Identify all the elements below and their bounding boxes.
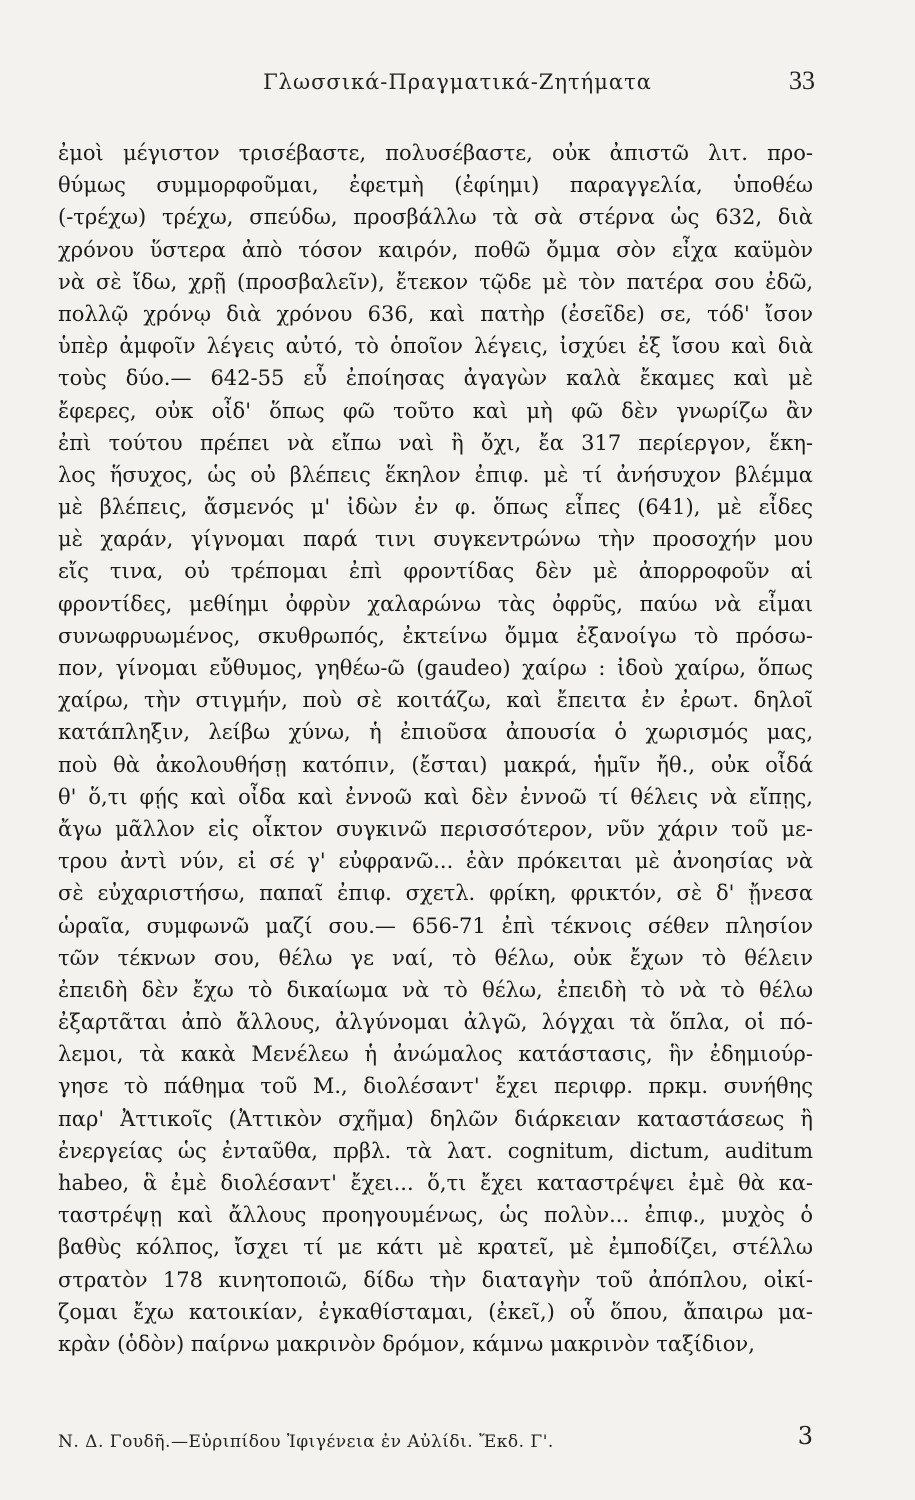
text-line: μὲ χαράν, γίγνομαι παρά τινι συγκεντρώνω τὴν προσοχήν μου [58,527,813,552]
text-line: λεμοι, τὰ κακὰ Μενέλεω ἡ ἀνώμαλος κατάστασις, ἣν ἐδημιούρ- [58,1042,813,1067]
text-line: ἐμοὶ μέγιστον τρισέβαστε, πολυσέβαστε, οὐκ ἀπιστῶ λιτ. προ- [58,141,813,165]
text-line: βαθὺς κόλπος, ἴσχει τί με κάτι μὲ κρατεῖ, μὲ ἐμποδίζει, στέλλω [58,1235,813,1260]
text-line: κρὰν (ὁδὸν) παίρνω μακρινὸν δρόμον, κάμνω μακρινὸν ταξίδιον, [58,1331,755,1356]
text-line: ἐπὶ τούτου πρέπει νὰ εἴπω ναὶ ἢ ὄχι, ἔα 317 περίεργον, ἕκη- [58,430,813,455]
text-line: habeo, ἃ ἐμὲ διολέσαντ' ἔχει... ὅ,τι ἔχει καταστρέψει ἐμὲ θὰ κα- [58,1171,813,1195]
running-header [0,62,915,102]
text-line: ἐνεργείας ὡς ἐνταῦθα, πρβλ. τὰ λατ. cognitum, dictum, auditum [58,1138,813,1163]
text-line: χρόνου ὕστερα ἀπὸ τόσον καιρόν, ποθῶ ὄμμα σὸν εἶχα καϋμὸν [58,237,813,262]
text-line: εἴς τινα, οὐ τρέπομαι ἐπὶ φροντίδας δὲν μὲ ἀπορροφοῦν αἱ [58,559,813,584]
page-number: 33 [789,66,815,95]
commentary-text [58,137,813,1360]
running-title: Γλωσσικά-Πραγματικά-Ζητήματα [263,70,652,94]
text-line: πολλῷ χρόνῳ διὰ χρόνου 636, καὶ πατὴρ (ἐσεῖδε) σε, τόδ' ἴσον [58,301,813,326]
text-line: ἔφερες, οὐκ οἶδ' ὅπως φῶ τοῦτο καὶ μὴ φῶ δὲν γνωρίζω ἂν [58,398,813,423]
text-line: σὲ εὐχαριστήσω, παπαῖ ἐπιφ. σχετλ. φρίκη, φρικτόν, σὲ δ' ᾔνεσα [58,881,813,906]
text-line: πον, γίνομαι εὔθυμος, γηθέω-ῶ (gaudeo) χαίρω : ἰδοὺ χαίρω, ὅπως [58,656,813,680]
text-line: ταστρέψῃ καὶ ἄλλους προηγουμένως, ὡς πολὺν... ἐπιφ., μυχὸς ὁ [58,1203,813,1228]
text-line: ζομαι ἔχω κατοικίαν, ἐγκαθίσταμαι, (ἐκεῖ,) οὗ ὅπου, ἄπαιρω μα- [58,1299,813,1324]
text-line: ἐξαρτᾶται ἀπὸ ἄλλους, ἀλγύνομαι ἀλγῶ, λόγχαι τὰ ὅπλα, οἱ πό- [58,1010,813,1035]
text-line: ἄγω μᾶλλον εἰς οἶκτον συγκινῶ περισσότερον, νῦν χάριν τοῦ με- [58,816,813,841]
text-line: τοὺς δύο.— 642-55 εὖ ἐποίησας ἀγαγὼν καλὰ ἔκαμες καὶ μὲ [58,366,813,391]
text-line: συνωφρυωμένος, σκυθρωπός, ἐκτείνω ὄμμα ἐξανοίγω τὸ πρόσω- [58,623,813,648]
footer-imprint: Ν. Δ. Γουδῆ.—Εὐριπίδου Ἰφιγένεια ἐν Αὐλίδι. Ἔκδ. Γ'. [58,1432,554,1452]
signature-mark: 3 [797,1422,813,1450]
text-line: νὰ σὲ ἴδω, χρῇ (προσβαλεῖν), ἔτεκον τῷδε μὲ τὸν πατέρα σου ἐδῶ, [58,269,813,294]
text-line: μὲ βλέπεις, ἄσμενός μ' ἰδὼν ἐν φ. ὅπως εἶπες (641), μὲ εἶδες [58,495,813,520]
text-line: θ' ὅ,τι φῄς καὶ οἶδα καὶ ἐννοῶ καὶ δὲν ἐννοῶ τί θέλεις νὰ εἴπῃς, [58,784,813,809]
page-footer [58,1422,813,1462]
text-line: τῶν τέκνων σου, θέλω γε ναί, τὸ θέλω, οὐκ ἔχων τὸ θέλειν [58,945,813,970]
text-line: φροντίδες, μεθίημι ὀφρὺν χαλαρώνω τὰς ὀφρῦς, παύω νὰ εἶμαι [58,591,813,616]
text-line: θύμως συμμορφοῦμαι, ἐφετμὴ (ἐφίημι) παραγγελία, ὑποθέω [58,173,813,198]
text-line: ἐπειδὴ δὲν ἔχω τὸ δικαίωμα νὰ τὸ θέλω, ἐπειδὴ τὸ νὰ τὸ θέλω [58,977,813,1002]
text-line: κατάπληξιν, λείβω χύνω, ἡ ἐπιοῦσα ἀπουσία ὁ χωρισμός μας, [58,720,813,745]
text-line: ὡραῖα, συμφωνῶ μαζί σου.— 656-71 ἐπὶ τέκνοις σέθεν πλησίον [58,913,813,938]
text-line: λος ἥσυχος, ὡς οὐ βλέπεις ἕκηλον ἐπιφ. μὲ τί ἀνήσυχον βλέμμα [58,462,813,487]
text-line: (-τρέχω) τρέχω, σπεύδω, προσβάλλω τὰ σὰ στέρνα ὡς 632, διὰ [58,205,813,230]
text-line: παρ' Ἀττικοῖς (Ἀττικὸν σχῆμα) δηλῶν διάρκειαν καταστάσεως ἢ [58,1106,813,1131]
text-line: ποὺ θὰ ἀκολουθήσῃ κατόπιν, (ἔσται) μακρά, ἡμῖν ἤθ., οὐκ οἶδά [58,752,813,777]
text-line: γησε τὸ πάθημα τοῦ Μ., διολέσαντ' ἔχει περιφρ. πρκμ. συνήθης [58,1074,813,1099]
text-line: στρατὸν 178 κινητοποιῶ, δίδω τὴν διαταγὴν τοῦ ἀπόπλου, οἰκί- [58,1267,813,1292]
text-line: τρου ἀντὶ νύν, εἰ σέ γ' εὐφρανῶ... ἐὰν πρόκειται μὲ ἀνοησίας νὰ [58,849,813,874]
text-line: χαίρω, τὴν στιγμήν, ποὺ σὲ κοιτάζω, καὶ ἔπειτα ἐν ἐρωτ. δηλοῖ [58,688,813,713]
text-line: ὑπὲρ ἀμφοῖν λέγεις αὐτό, τὸ ὁποῖον λέγεις, ἰσχύει ἐξ ἴσου καὶ διὰ [58,334,813,359]
